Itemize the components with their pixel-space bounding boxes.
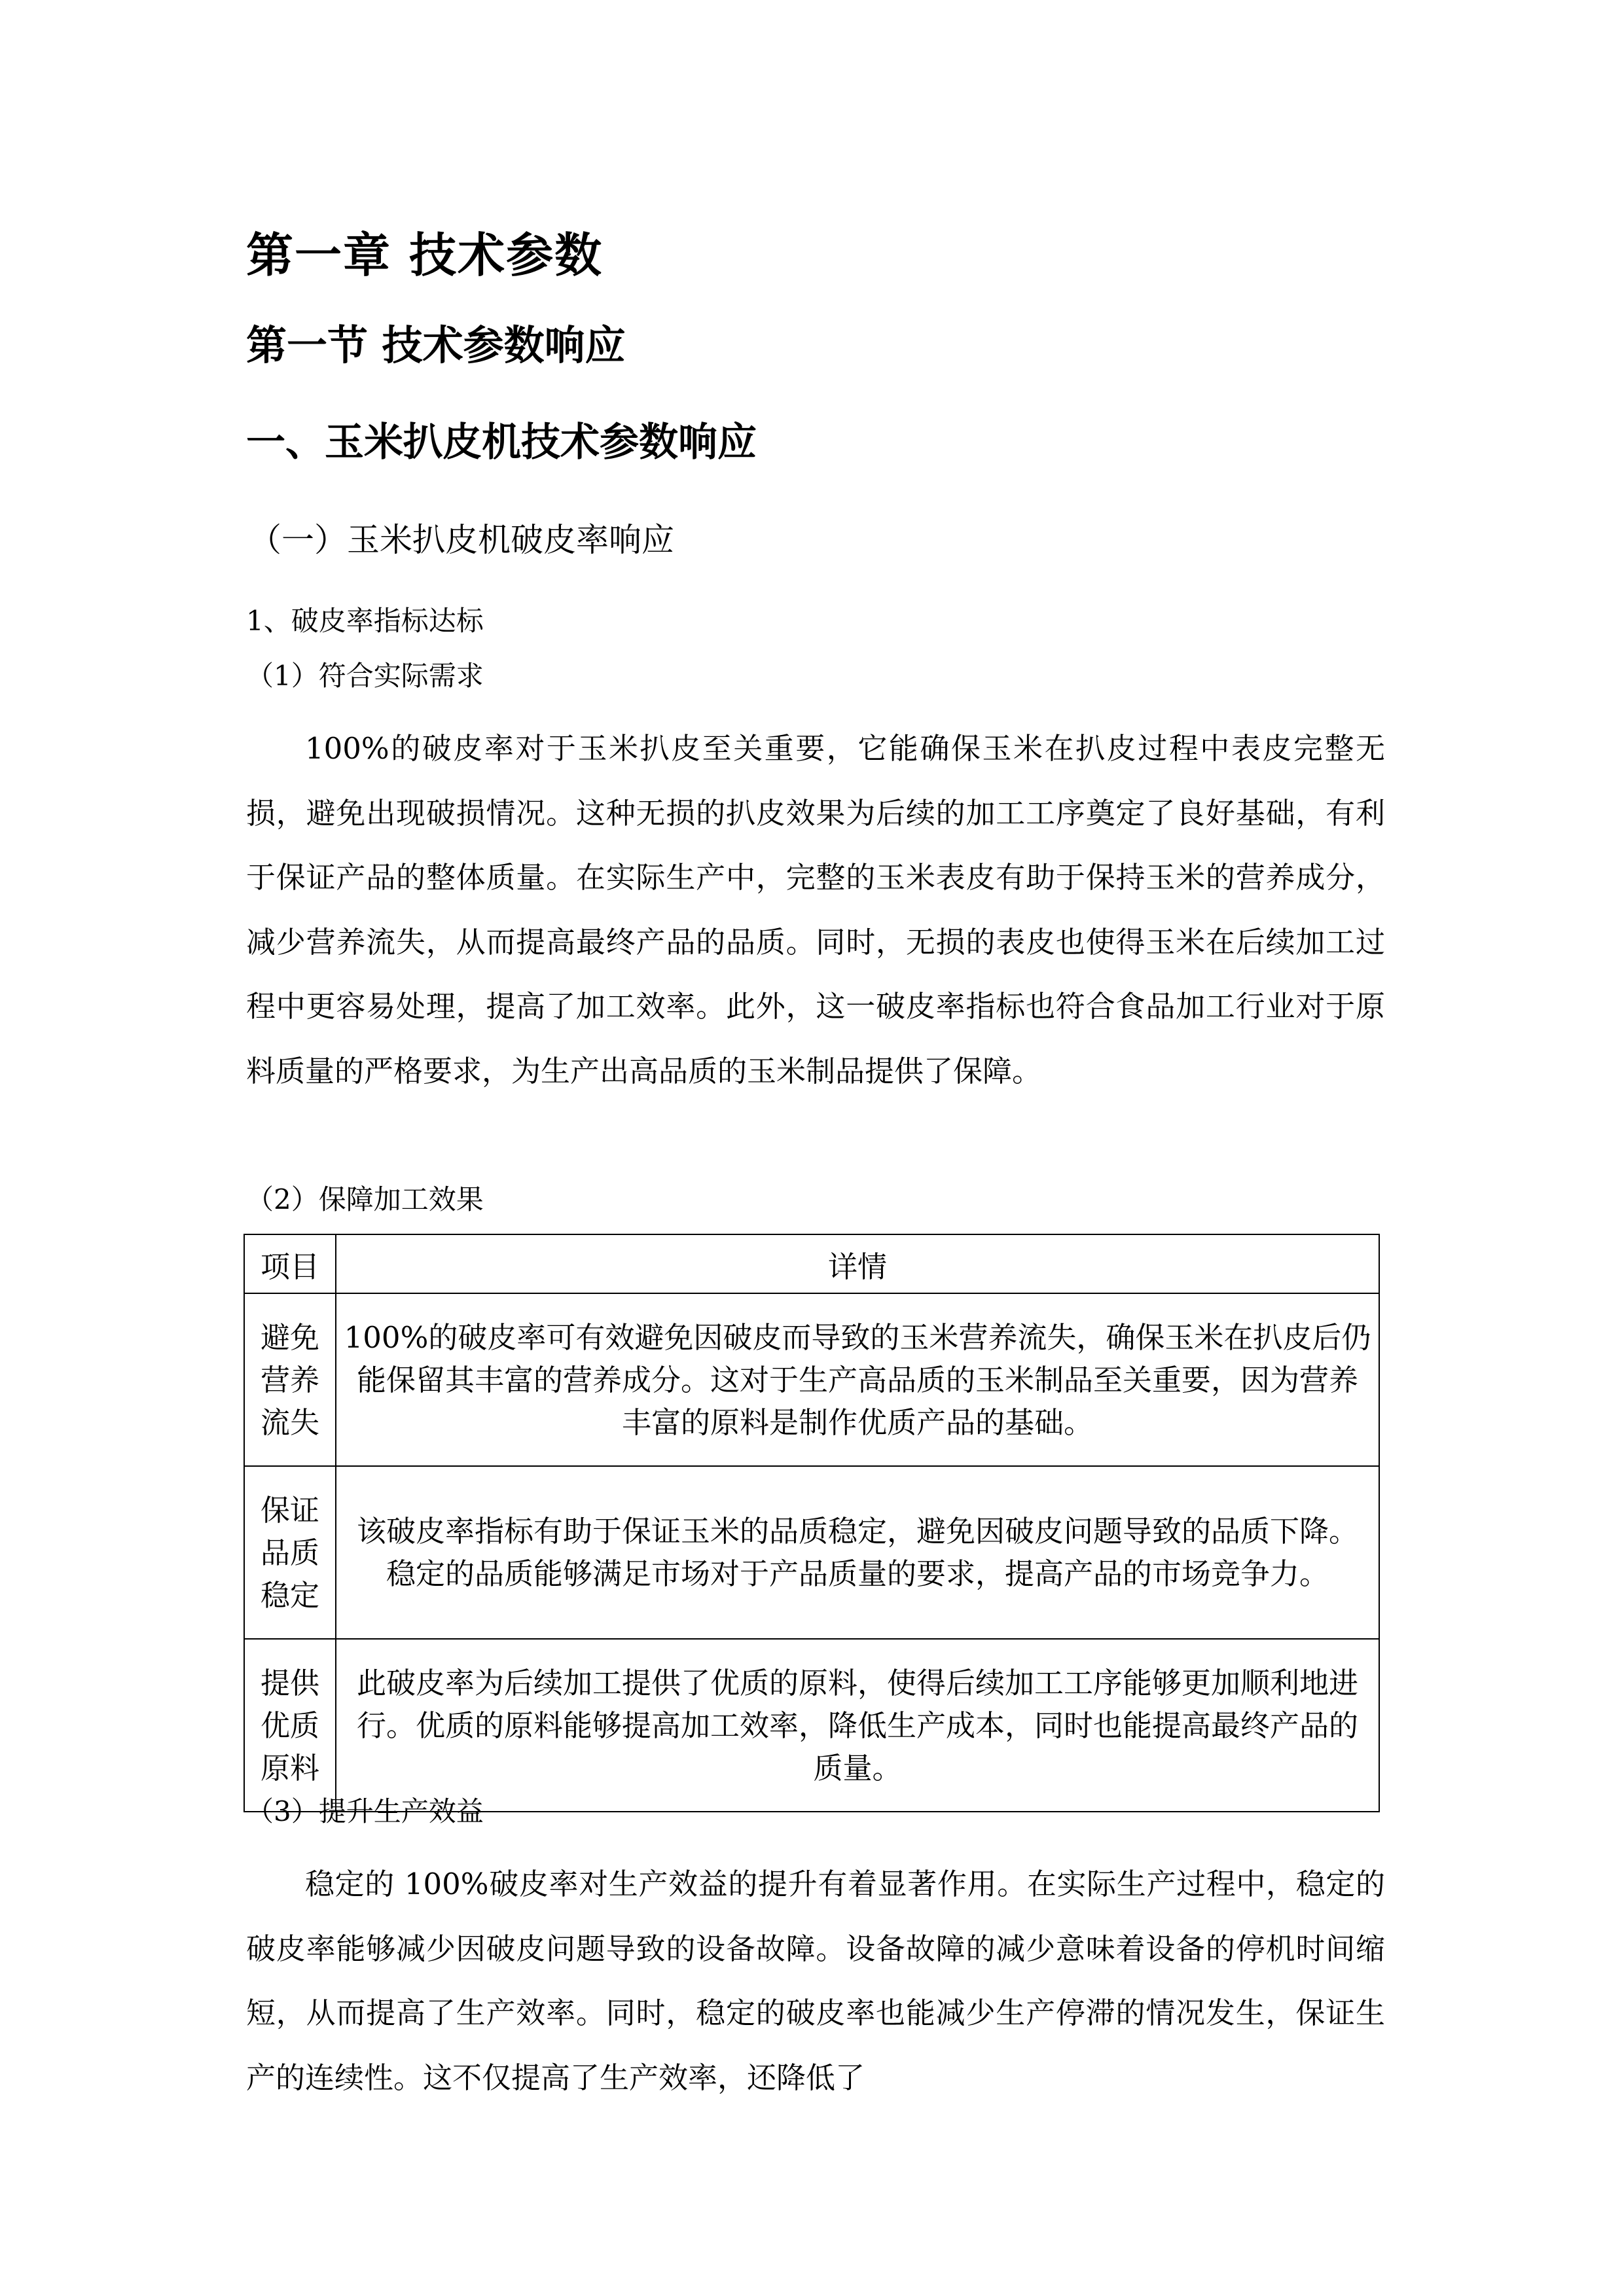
subsection-title: 一、玉米扒皮机技术参数响应	[246, 420, 757, 465]
subsubsection-title: （一）玉米扒皮机破皮率响应	[249, 521, 674, 559]
table-cell-item: 避免营养流失	[244, 1293, 336, 1466]
table-header-item: 项目	[244, 1234, 336, 1293]
table-header-row	[244, 1234, 1379, 1293]
point-3-title: （3）提升生产效益	[246, 1795, 484, 1827]
point-1-paragraph: 100%的破皮率对于玉米扒皮至关重要，它能确保玉米在扒皮过程中表皮完整无损，避免出现破损情况。这种无损的扒皮效果为后续的加工工序奠定了良好基础，有利于保证产品的整体质量。在实际生产中，完整的玉米表皮有助于保持玉米的营养成分，减少营养流失，从而提高最终产品的品质。同时，无损的表皮也使得玉米在后续加工过程中更容易处理，提高了加工效率。此外，这一破皮率指标也符合食品加工行业对于原料质量的严格要求，为生产出高品质的玉米制品提供了保障。	[246, 731, 1385, 1088]
table-cell-detail: 此破皮率为后续加工提供了优质的原料，使得后续加工工序能够更加顺利地进行。优质的原料能够提高加工效率，降低生产成本，同时也能提高最终产品的质量。	[336, 1639, 1379, 1812]
table-row	[244, 1466, 1379, 1639]
point-1-title: （1）符合实际需求	[246, 660, 484, 692]
item-title: 1、破皮率指标达标	[246, 605, 484, 637]
table-row	[244, 1293, 1379, 1466]
point-2-title: （2）保障加工效果	[246, 1183, 484, 1215]
table-cell-detail: 该破皮率指标有助于保证玉米的品质稳定，避免因破皮问题导致的品质下降。稳定的品质能够满足市场对于产品质量的要求，提高产品的市场竞争力。	[336, 1466, 1379, 1639]
table-cell-detail: 100%的破皮率可有效避免因破皮而导致的玉米营养流失，确保玉米在扒皮后仍能保留其丰富的营养成分。这对于生产高品质的玉米制品至关重要，因为营养丰富的原料是制作优质产品的基础。	[336, 1293, 1379, 1466]
processing-effect-table	[244, 1234, 1380, 1812]
chapter-title: 第一章 技术参数	[246, 228, 604, 283]
section-title: 第一节 技术参数响应	[246, 321, 626, 369]
table-row	[244, 1639, 1379, 1812]
point-3-paragraph: 稳定的 100%破皮率对生产效益的提升有着显著作用。在实际生产过程中，稳定的破皮率能够减少因破皮问题导致的设备故障。设备故障的减少意味着设备的停机时间缩短，从而提高了生产效率。同时，稳定的破皮率也能减少生产停滞的情况发生，保证生产的连续性。这不仅提高了生产效率，还降低了	[246, 1867, 1385, 2095]
table-cell-item: 保证品质稳定	[244, 1466, 336, 1639]
table-cell-item: 提供优质原料	[244, 1639, 336, 1812]
table-header-detail: 详情	[336, 1234, 1379, 1293]
